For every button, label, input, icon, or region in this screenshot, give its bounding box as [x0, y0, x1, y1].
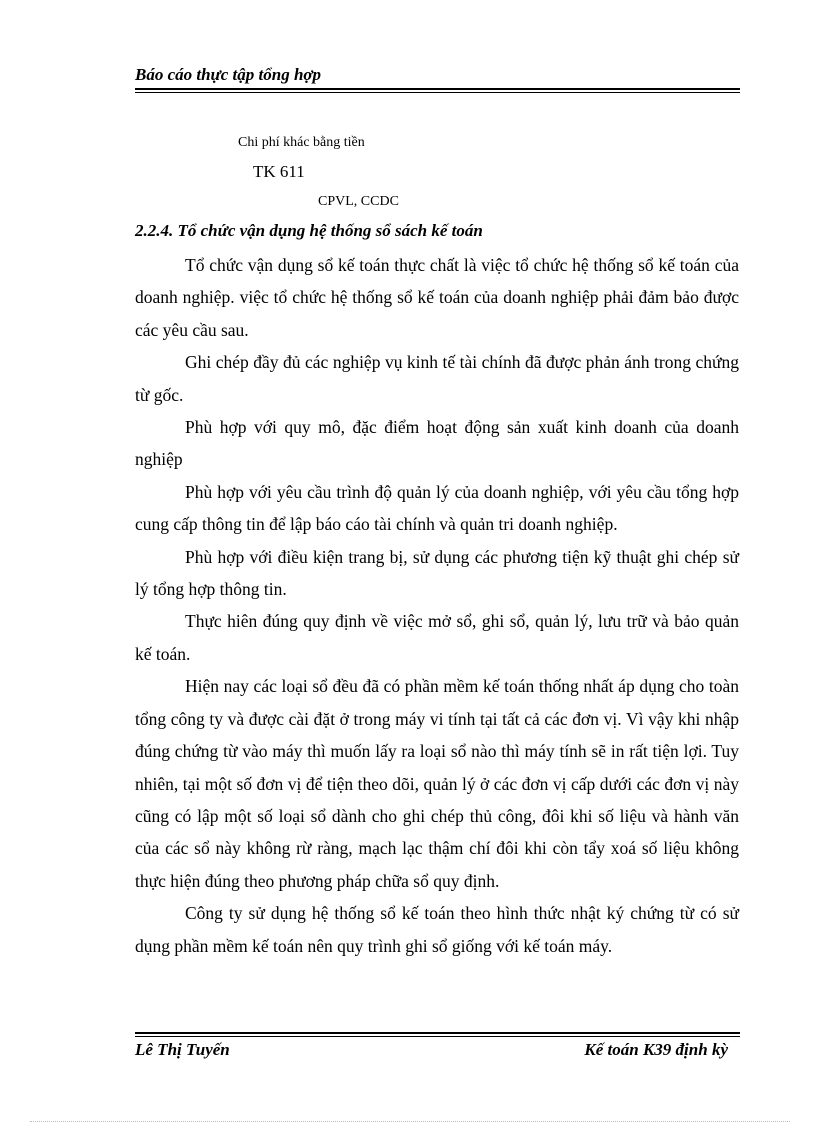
label-other-cost: Chi phí khác bằng tiền [238, 135, 365, 150]
paragraph: Ghi chép đầy đủ các nghiệp vụ kinh tế tài chính đã được phản ánh trong chứng từ gốc. [135, 352, 739, 405]
paragraph: Phù hợp với yêu cầu trình độ quản lý của doanh nghiệp, với yêu cầu tổng hợp cung cấp thông tin để lập báo cáo tài chính và quản tri doanh nghiệp. [135, 481, 739, 535]
page-boundary [30, 1121, 790, 1122]
label-materials: CPVL, CCDC [318, 194, 399, 209]
paragraph: Công ty sử dụng hệ thống sổ kế toán theo hình thức nhật ký chứng từ có sử dụng phần mềm kế toán nên quy trình ghi sổ giống với kế toán máy. [135, 903, 739, 956]
paragraph: Tổ chức vận dụng sổ kế toán thực chất là việc tổ chức hệ thống sổ kế toán của doanh nghiệp. việc tổ chức hệ thống sổ kế toán của doanh nghiệp phải đảm bảo được các yêu cầu sau. [135, 255, 739, 340]
section-heading: 2.2.4. Tổ chức vận dụng hệ thống sổ sách kế toán [135, 221, 483, 240]
header-title: Báo cáo thực tập tổng hợp [135, 65, 322, 84]
paragraph: Hiện nay các loại sổ đều đã có phần mềm kế toán thống nhất áp dụng cho toàn tổng công ty và được cài đặt ở trong máy vi tính tại tất cả các đơn vị. Vì vậy khi nhập đúng chứng từ vào máy thì muốn lấy ra loại sổ nào thì máy tính sẽ in rất tiện lợi. Tuy nhiên, tại một số đơn vị để tiện theo dõi, quản lý ở các đơn vị cấp dưới các đơn vị này cũng có lập một số loại sổ dành cho ghi chép thủ công, đôi khi số liệu và hành văn của các sổ này không rừ ràng, mạch lạc thậm chí đôi khi còn tẩy xoá số liệu không thực hiện đúng theo phương pháp chữa sổ quy định. [135, 676, 739, 891]
footer-rule [135, 1032, 740, 1037]
label-account: TK 611 [253, 162, 305, 181]
footer-class: Kế toán K39 định kỳ [584, 1040, 728, 1059]
paragraph: Phù hợp với điều kiện trang bị, sử dụng các phương tiện kỹ thuật ghi chép sử lý tổng hợp thông tin. [135, 546, 739, 600]
header-rule [135, 88, 740, 93]
page-header [135, 64, 740, 86]
body-text [135, 249, 739, 962]
footer-author: Lê Thị Tuyến [135, 1040, 230, 1059]
paragraph: Phù hợp với quy mô, đặc điểm hoạt động sản xuất kinh doanh của doanh nghiệp [135, 417, 739, 470]
paragraph: Thực hiên đúng quy định về việc mở sổ, ghi sổ, quản lý, lưu trữ và bảo quản kế toán. [135, 611, 739, 664]
